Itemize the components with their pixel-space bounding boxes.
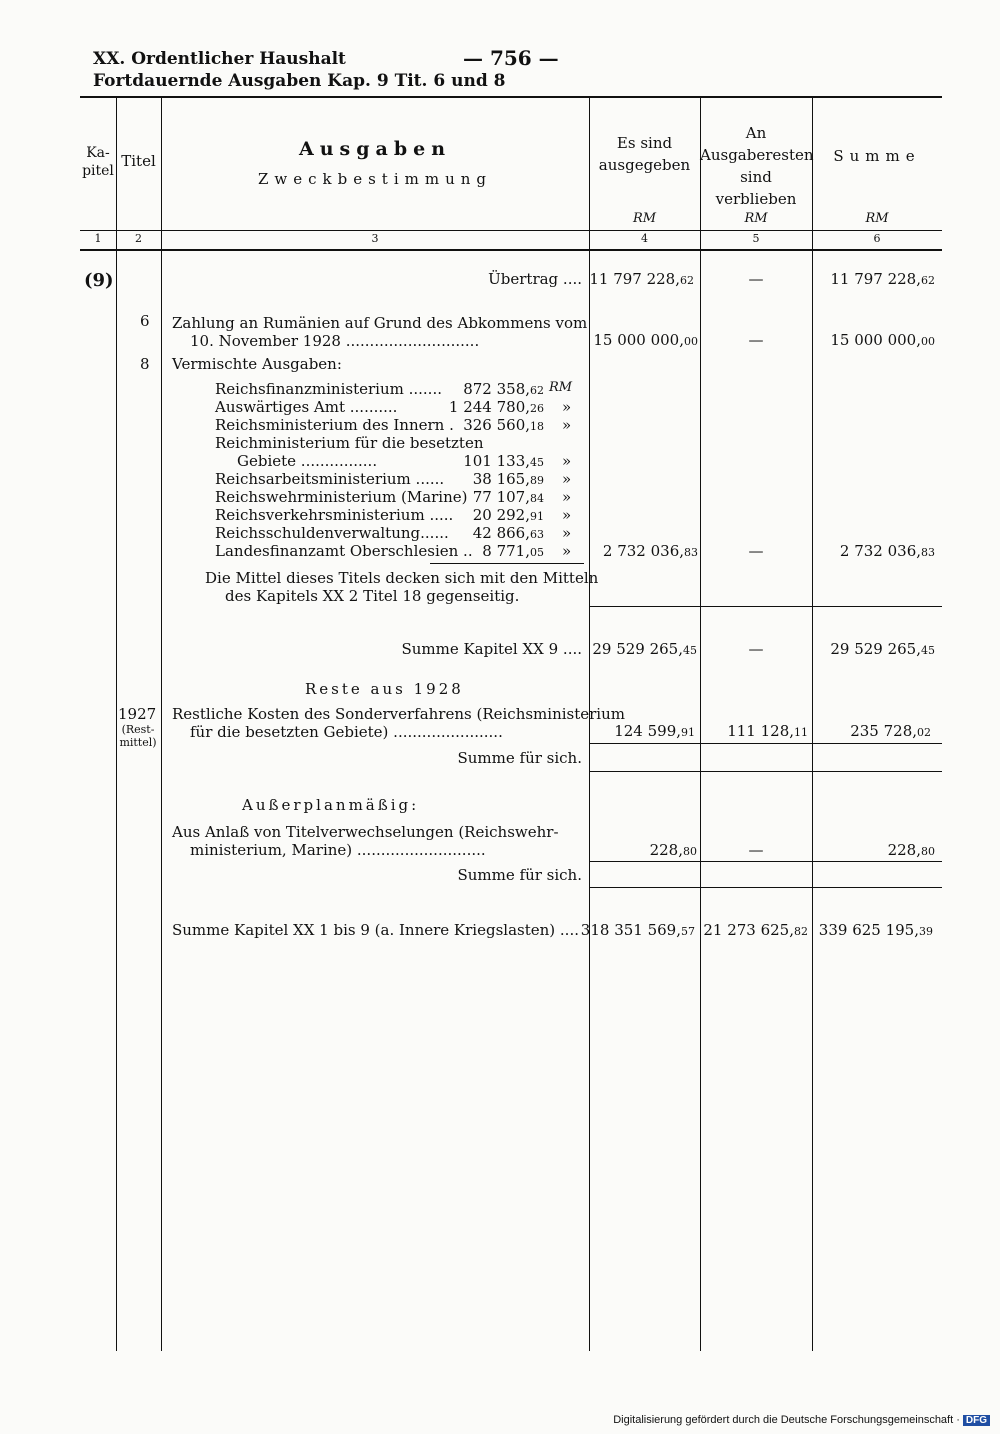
page-header bbox=[93, 48, 505, 92]
summe-kap9-c6: 29 529 265,45 bbox=[830, 640, 935, 658]
t6-c5: — bbox=[748, 331, 764, 349]
ausserplan-heading: Außerplanmäßig: bbox=[242, 796, 420, 814]
col-divider-1 bbox=[116, 96, 117, 1351]
col-number-1: 1 bbox=[94, 232, 102, 245]
verm-unit-8: » bbox=[562, 524, 572, 542]
reste-titel-note: (Rest- mittel) bbox=[119, 723, 157, 749]
col-number-3: 3 bbox=[371, 232, 379, 245]
col-number-4: 4 bbox=[641, 232, 648, 245]
verm-name-2: Reichsministerium des Innern . bbox=[215, 416, 454, 434]
summe-total-c5: 21 273 625,82 bbox=[703, 921, 808, 939]
verm-name-0: Reichsfinanzministerium ....... bbox=[215, 380, 442, 398]
summe-kap9-c5: — bbox=[748, 640, 764, 658]
ausserplan-line2: ministerium, Marine) ........................... bbox=[190, 841, 486, 859]
ausserplan-c5: — bbox=[748, 841, 764, 859]
titel-8: 8 bbox=[140, 355, 150, 373]
col-reste-header: An Ausgaberesten sind verblieben bbox=[700, 124, 814, 208]
t8-note-line2: des Kapitels XX 2 Titel 18 gegenseitig. bbox=[225, 587, 520, 605]
ausserplan-c6: 228,80 bbox=[887, 841, 935, 859]
col-divider-5 bbox=[812, 96, 813, 1351]
verm-amt-0: 872 358,62 bbox=[463, 380, 544, 398]
verm-amt-9: 8 771,05 bbox=[482, 542, 544, 560]
uebertrag-c5: — bbox=[748, 270, 764, 288]
verm-name-5: Reichsarbeitsministerium ...... bbox=[215, 470, 445, 488]
t8-label: Vermischte Ausgaben: bbox=[172, 355, 342, 373]
reste-c5: 111 128,11 bbox=[727, 722, 808, 740]
reste-rule-bottom bbox=[589, 771, 942, 772]
t6-text-line2: 10. November 1928 ............................ bbox=[190, 332, 480, 350]
reste-line2: für die besetzten Gebiete) ....................... bbox=[190, 723, 503, 741]
summe-total-label: Summe Kapitel XX 1 bis 9 (a. Innere Kriegslasten) .... bbox=[172, 921, 579, 939]
summe-kap9-c4: 29 529 265,45 bbox=[592, 640, 697, 658]
summe-fuer-sich-1: Summe für sich. bbox=[457, 749, 582, 767]
reste-line1: Restliche Kosten des Sonderverfahrens (Reichsministerium bbox=[172, 705, 625, 723]
verm-amt-4: 101 133,45 bbox=[463, 452, 544, 470]
col-number-6: 6 bbox=[873, 232, 881, 245]
t6-c4: 15 000 000,00 bbox=[593, 331, 698, 349]
ausserplan-c4: 228,80 bbox=[649, 841, 697, 859]
section-subtitle: Fortdauernde Ausgaben Kap. 9 Tit. 6 und 8 bbox=[93, 71, 506, 91]
t6-text-line1: Zahlung an Rumänien auf Grund des Abkommens vom bbox=[172, 314, 588, 332]
col-zweck-header: Zweckbestimmung bbox=[257, 170, 492, 188]
verm-unit-9: » bbox=[562, 542, 572, 560]
verm-amt-1: 1 244 780,26 bbox=[448, 398, 544, 416]
verm-amt-2: 326 560,18 bbox=[463, 416, 544, 434]
verm-name-6: Reichswehrministerium (Marine) bbox=[215, 488, 468, 506]
verm-name-1: Auswärtiges Amt .......... bbox=[215, 398, 398, 416]
verm-unit-2: » bbox=[562, 416, 572, 434]
unit-label-4: RM bbox=[632, 211, 657, 226]
col-kapitel-header: Ka- pitel bbox=[82, 145, 114, 179]
reste-c4: 124 599,91 bbox=[614, 722, 695, 740]
t8-note-line1: Die Mittel dieses Titels decken sich mit den Mitteln bbox=[205, 569, 599, 587]
summe-kap9-label: Summe Kapitel XX 9 .... bbox=[401, 640, 582, 658]
summe-total-c6: 339 625 195,39 bbox=[818, 921, 933, 939]
vermischt-sum-rule bbox=[430, 563, 584, 564]
verm-name-7: Reichsverkehrsministerium ..... bbox=[215, 506, 454, 524]
verm-unit-4: » bbox=[562, 452, 572, 470]
verm-name-9: Landesfinanzamt Oberschlesien .. bbox=[215, 542, 473, 560]
verm-unit-6: » bbox=[562, 488, 572, 506]
kapitel-marker: (9) bbox=[84, 270, 114, 291]
reste-rule-top bbox=[589, 743, 942, 744]
verm-unit-1: » bbox=[562, 398, 572, 416]
t8-total-c4: 2 732 036,83 bbox=[602, 542, 698, 560]
verm-amt-5: 38 165,89 bbox=[472, 470, 544, 488]
col-titel-header: Titel bbox=[121, 152, 156, 170]
col-number-2: 2 bbox=[135, 232, 142, 245]
t8-total-c6: 2 732 036,83 bbox=[839, 542, 935, 560]
verm-amt-6: 77 107,84 bbox=[472, 488, 544, 506]
t6-c6: 15 000 000,00 bbox=[830, 331, 935, 349]
ausserplan-rule-bottom bbox=[589, 887, 942, 888]
ausserplan-line1: Aus Anlaß von Titelverwechselungen (Reichswehr- bbox=[172, 823, 559, 841]
verm-name-8: Reichsschuldenverwaltung...... bbox=[215, 524, 449, 542]
col-ausgegeben-header: Es sind ausgegeben bbox=[598, 134, 691, 174]
verm-unit-5: » bbox=[562, 470, 572, 488]
dfg-logo: DFG bbox=[963, 1415, 990, 1426]
verm-unit-7: » bbox=[562, 506, 572, 524]
verm-name-4: Gebiete ................ bbox=[237, 452, 378, 470]
verm-amt-7: 20 292,91 bbox=[472, 506, 544, 524]
col-number-5: 5 bbox=[752, 232, 760, 245]
uebertrag-label: Übertrag .... bbox=[488, 270, 582, 288]
unit-label-5: RM bbox=[744, 211, 768, 226]
subtotal-rule bbox=[589, 606, 942, 607]
summe-total-c4: 318 351 569,57 bbox=[580, 921, 695, 939]
col-divider-2 bbox=[161, 96, 162, 1351]
col-ausgaben-header: Ausgaben bbox=[298, 138, 452, 160]
verm-name-3: Reichministerium für die besetzten bbox=[215, 434, 484, 452]
reste-titel: 1927 bbox=[118, 705, 157, 723]
reste-c6: 235 728,02 bbox=[850, 722, 931, 740]
verm-amt-8: 42 866,63 bbox=[472, 524, 544, 542]
uebertrag-c4: 11 797 228,62 bbox=[589, 270, 694, 288]
verm-unit-0: RM bbox=[549, 380, 573, 395]
t8-total-c5: — bbox=[748, 542, 764, 560]
uebertrag-c6: 11 797 228,62 bbox=[830, 270, 935, 288]
summe-fuer-sich-2: Summe für sich. bbox=[457, 866, 582, 884]
col-summe-header: Summe bbox=[833, 147, 921, 165]
page-number: — 756 — bbox=[463, 46, 559, 70]
reste-heading: Reste aus 1928 bbox=[305, 680, 464, 698]
ausserplan-rule-top bbox=[589, 861, 942, 862]
titel-6: 6 bbox=[140, 312, 150, 330]
digitization-footer bbox=[613, 1414, 990, 1426]
unit-label-6: RM bbox=[865, 211, 889, 226]
section-title: XX. Ordentlicher Haushalt bbox=[93, 49, 346, 69]
footer-text: Digitalisierung gefördert durch die Deutsche Forschungsgemeinschaft · bbox=[613, 1414, 960, 1426]
